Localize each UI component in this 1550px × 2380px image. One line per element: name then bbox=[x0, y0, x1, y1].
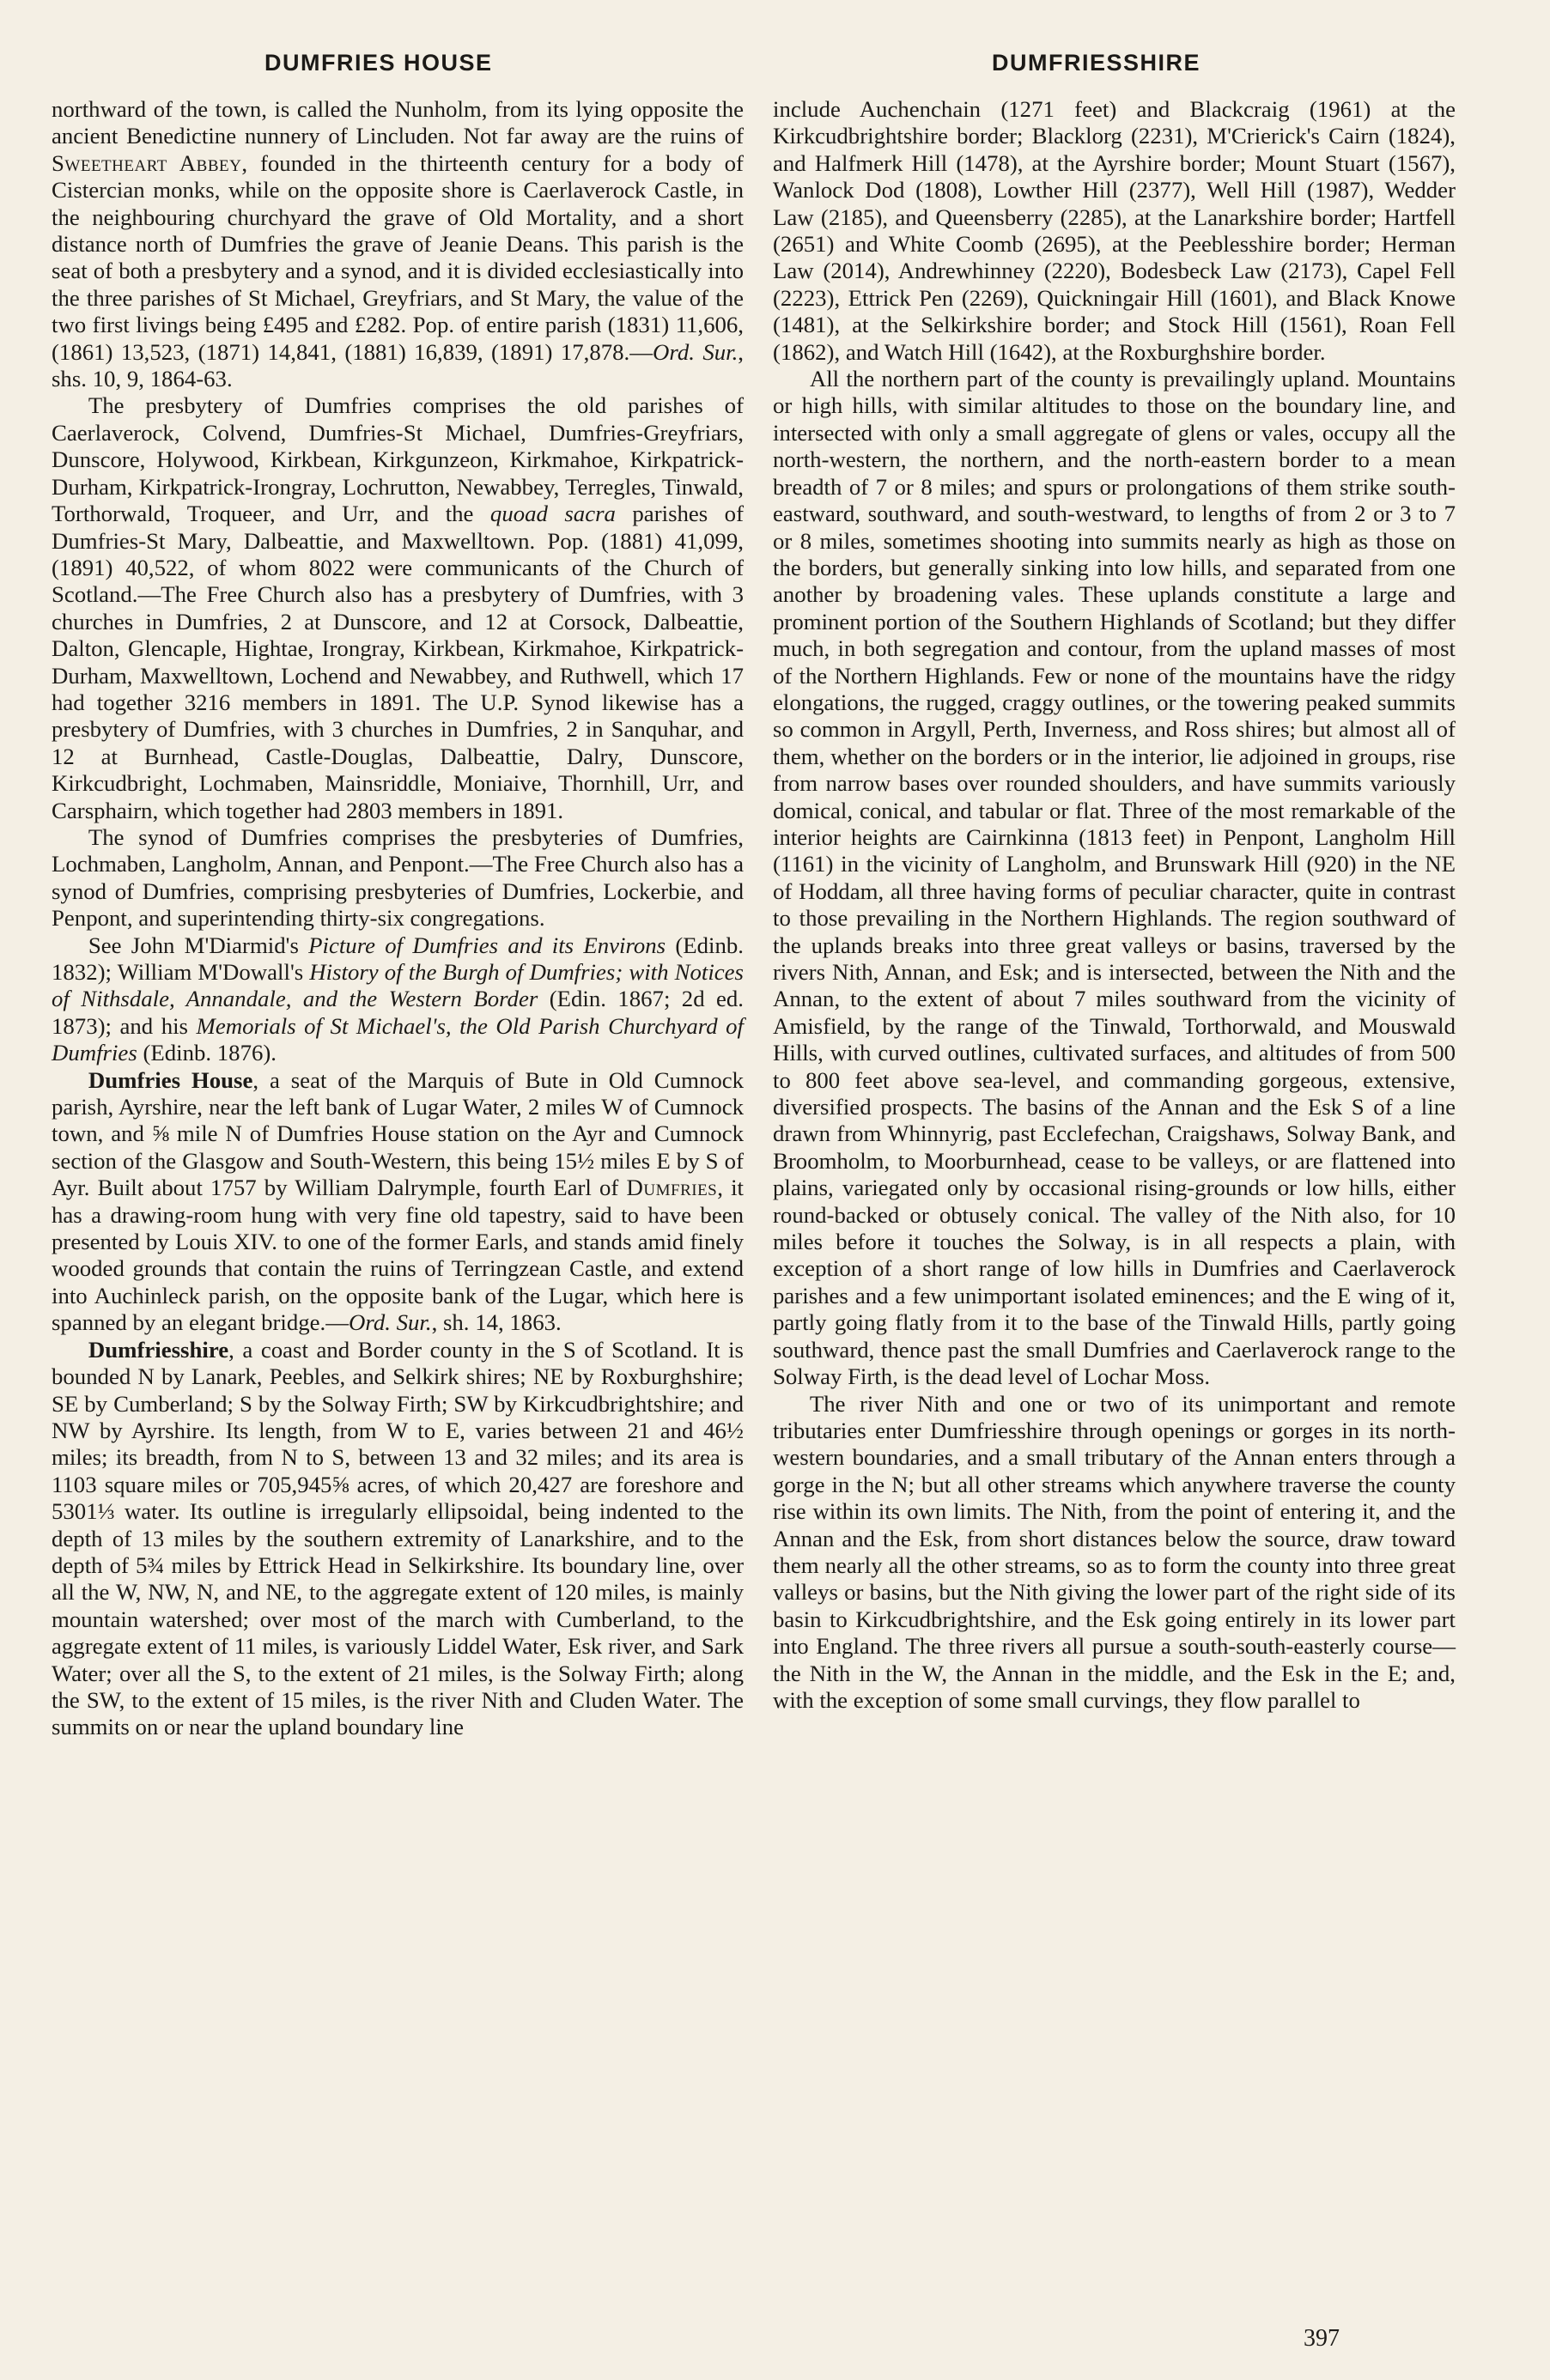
text-run: (Edinb. 1876). bbox=[137, 1040, 277, 1066]
text-run: northward of the town, is called the Nunholm, from its lying opposite the ancient Benedictine nunnery of Lincluden. Not far away are the ruins of bbox=[52, 96, 744, 149]
text-run: All the northern part of the county is prevailingly upland. Mountains or high hills, with similar altitudes to those on the boundary line, and intersected with only a small aggregate of glens or vales, occupy all the north-western, the northern, and the north-eastern border to a mean breadth of 7 or 8 miles; and spurs or prolongations of them strike south-eastward, southward, and south-westward, to lengths of from 2 or 3 to 7 or 8 miles, sometimes shooting into summits nearly as high as those on the borders, but generally sinking into low hills, and separated from one another by broadening vales. These uplands constitute a large and prominent portion of the Southern Highlands of Scotland; but they differ much, in both segregation and contour, from the upland masses of most of the Northern Highlands. Few or none of the mountains have the ridgy elongations, the rugged, craggy outlines, or the towering peaked summits so common in Argyll, Perth, Inverness, and Ross shires; but almost all of them, whether on the borders or in the interior, lie adjoined in groups, rise from narrow bases over rounded shoulders, and have summits variously domical, conical, and tabular or flat. Three of the most remarkable of the interior heights are Cairnkinna (1813 feet) in Penpont, Langholm Hill (1161) in the vicinity of Langholm, and Brunswark Hill (920) in the NE of Hoddam, all three having forms of peculiar character, quite in contrast to those prevailing in the Northern Highlands. The region southward of the uplands breaks into three great valleys or basins, traversed by the rivers Nith, Annan, and Esk; and is intersected, between the Nith and the Annan, to the extent of about 7 miles southward from the vicinity of Amisfield, by the range of the Tinwald, Torthorwald, and Mouswald Hills, with curved outlines, cultivated surfaces, and altitudes of from 500 to 800 feet above sea-level, and commanding gorgeous, extensive, diversified prospects. The basins of the Annan and the Esk S of a line drawn from Whinnyrig, past Ecclefechan, Craigshaws, Solway Bank, and Broomholm, to Moorburnhead, cease to be valleys, or are flattened into plains, variegated only by occasional rising-grounds or low hills, either round-backed or obtusely conical. The valley of the Nith also, for 10 miles before it touches the Solway, is in all respects a plain, with exception of a short range of low hills in Dumfries and Caerlaverock parishes and a few unimportant isolated eminences; and the E wing of it, partly going flatly from it to the base of the Tinwald Hills, partly going southward, thence past the small Dumfries and Caerlaverock range to the Solway Firth, is the dead level of Lochar Moss. bbox=[773, 366, 1456, 1390]
paragraph-r2 bbox=[773, 366, 1456, 1390]
entry-headword: Dumfries House bbox=[88, 1066, 253, 1093]
text-run: The river Nith and one or two of its unimportant and remote tributaries enter Dumfriesshire through openings or gorges in its north-western boundaries, and a small tributary of the Annan enters through a gorge in the N; but all other streams which anywhere traverse the county rise within its own limits. The Nith, from the point of entering it, and the Annan and the Esk, from short distances below the source, draw toward them nearly all the other streams, so as to form the county into three great valleys or basins, but the Nith giving the lower part of the right side of its basin to Kirkcudbrightshire, and the Esk going entirely in its lower part into England. The three rivers all pursue a south-south-easterly course—the Nith in the W, the Annan in the middle, and the Esk in the E; and, with the exception of some small curvings, they flow parallel to bbox=[773, 1390, 1456, 1713]
entry-headword: Dumfriesshire bbox=[88, 1336, 229, 1363]
text-run: See John M'Diarmid's bbox=[88, 932, 309, 958]
italic-text: Ord. Sur. bbox=[653, 338, 739, 365]
text-run: , a coast and Border county in the S of Scotland. It is bounded N by Lanark, Peebles, and Selkirk shires; NE by Roxburghshire; SE by Cumberland; S by the Solway Firth; SW by Kirkcudbrightshire; and NW by Ayrshire. Its length, from W to E, varies between 21 and 46½ miles; its breadth, from N to S, between 13 and 32 miles; and its area is 1103 square miles or 705,945⅝ acres, of which 20,427 are foreshore and 5301⅓ water. Its outline is irregularly ellipsoidal, being indented to the depth of 13 miles by the southern extremity of Lanarkshire, and to the depth of 5¾ miles by Ettrick Head in Selkirkshire. Its boundary line, over all the W, NW, N, and NE, to the aggregate extent of 120 miles, is mainly mountain watershed; over most of the march with Cumberland, to the aggregate extent of 11 miles, is variously Liddel Water, Esk river, and Sark Water; over all the S, to the extent of 21 miles, is the Solway Firth; along the SW, to the extent of 15 miles, is the river Nith and Cluden Water. The summits on or near the upland boundary line bbox=[52, 1336, 744, 1740]
right-column bbox=[773, 96, 1456, 1714]
italic-text: Ord. Sur. bbox=[349, 1309, 432, 1336]
text-run: , sh. 14, 1863. bbox=[431, 1309, 562, 1336]
page-number: 397 bbox=[1304, 2325, 1340, 2352]
left-column bbox=[52, 96, 744, 1741]
italic-text: quoad sacra bbox=[489, 501, 616, 527]
running-head-right: DUMFRIESSHIRE bbox=[992, 50, 1201, 76]
paragraph-l3 bbox=[52, 824, 744, 932]
paragraph-r3 bbox=[773, 1391, 1456, 1715]
italic-text: History of the Burgh of Dumfries; with Notices of Nithsdale, Annandale, and the Western Border bbox=[52, 959, 744, 1012]
paragraph-l5 bbox=[52, 1067, 744, 1337]
italic-text: Picture of Dumfries and its Environs bbox=[308, 932, 666, 958]
paragraph-l2 bbox=[52, 392, 744, 824]
paragraph-l1 bbox=[52, 96, 744, 392]
paragraph-l4 bbox=[52, 932, 744, 1067]
text-run: , it has a drawing-room hung with very fine old tapestry, said to have been presented by Louis XIV. to one of the former Earls, and stands amid finely wooded grounds that contain the ruins of Terringzean Castle, and extend into Auchinleck parish, on the opposite bank of the Lugar, which here is spanned by an elegant bridge.— bbox=[52, 1175, 744, 1336]
text-run: The synod of Dumfries comprises the presbyteries of Dumfries, Lochmaben, Langholm, Annan, and Penpont.—The Free Church also has a synod of Dumfries, comprising presbyteries of Dumfries, Lockerbie, and Penpont, and superintending thirty-six congregations. bbox=[52, 823, 744, 932]
text-run: include Auchenchain (1271 feet) and Blackcraig (1961) at the Kirkcudbrightshire border; Blacklorg (2231), M'Crierick's Cairn (1824), and Halfmerk Hill (1478), at the Ayrshire border; Mount Stuart (1567), Wanlock Dod (1808), Lowther Hill (2377), Well Hill (1987), Wedder Law (2185), and Queensberry (2285), at the Lanarkshire border; Hartfell (2651) and White Coomb (2695), at the Peeblesshire border; Herman Law (2014), Andrewhinney (2220), Bodesbeck Law (2173), Capel Fell (2223), Ettrick Pen (2269), Quickningair Hill (1601), and Black Knowe (1481), at the Selkirkshire border; and Stock Hill (1561), Roan Fell (1862), and Watch Hill (1642), at the Roxburghshire border. bbox=[773, 96, 1456, 365]
text-run: , shs. 10, 9, 1864-63. bbox=[52, 338, 744, 392]
text-run: (Edin. 1867; 2d ed. 1873); and his bbox=[52, 986, 745, 1039]
running-head-left: DUMFRIES HOUSE bbox=[264, 50, 493, 76]
text-run: parishes of Dumfries-St Mary, Dalbeattie, and Maxwelltown. Pop. (1881) 41,099, (1891) 40,522, of whom 8022 were communicants of the Church of Scotland.—The Free Church also has a presbytery of Dumfries, with 3 churches in Dumfries, 2 at Dunscore, and 12 at Corsock, Dalbeattie, Dalton, Glencaple, Hightae, Irongray, Kirkbean, Kirkmahoe, Kirkpatrick-Durham, Maxwelltown, Lochend and Newabbey, and Ruthwell, which 17 had together 3216 members in 1891. The U.P. Synod likewise has a presbytery of Dumfries, with 3 churches in Dumfries, 2 in Sanquhar, and 12 at Burnhead, Castle-Douglas, Dalbeattie, Dalry, Dunscore, Kirkcudbright, Lochmaben, Mainsriddle, Moniaive, Thornhill, Urr, and Carsphairn, which together had 2803 members in 1891. bbox=[52, 501, 745, 823]
text-run: The presbytery of Dumfries comprises the old parishes of Caerlaverock, Colvend, Dumfries-St Michael, Dumfries-Greyfriars, Dunscore, Holywood, Kirkbean, Kirkgunzeon, Kirkmahoe, Kirkpatrick-Durham, Kirkpatrick-Irongray, Lochrutton, Newabbey, Terregles, Tinwald, Torthorwald, Troqueer, and Urr, and the bbox=[52, 392, 744, 527]
italic-text: Memorials of St Michael's, the Old Parish Churchyard of Dumfries bbox=[52, 1012, 745, 1066]
paragraph-r1 bbox=[773, 96, 1456, 366]
paragraph-l6 bbox=[52, 1337, 744, 1741]
text-run: , a seat of the Marquis of Bute in Old Cumnock parish, Ayrshire, near the left bank of Lugar Water, 2 miles W of Cumnock town, and ⅝ mile N of Dumfries House station on the Ayr and Cumnock section of the Glasgow and South-Western, this being 15½ miles E by S of Ayr. Built about 1757 by William Dalrymple, fourth Earl of bbox=[52, 1066, 745, 1201]
text-run: , founded in the thirteenth century for a body of Cistercian monks, while on the opposite shore is Caerlaverock Castle, in the neighbouring churchyard the grave of Old Mortality, and a short distance north of Dumfries the grave of Jeanie Deans. This parish is the seat of both a presbytery and a synod, and it is divided ecclesiastically into the three parishes of St Michael, Greyfriars, and St Mary, the value of the two first livings being £495 and £282. Pop. of entire parish (1831) 11,606, (1861) 13,523, (1871) 14,841, (1881) 16,839, (1891) 17,878.— bbox=[52, 149, 744, 365]
text-run: Sweetheart Abbey bbox=[52, 149, 242, 176]
text-run: Dumfries bbox=[626, 1175, 718, 1201]
text-run: (Edinb. 1832); William M'Dowall's bbox=[52, 932, 744, 985]
